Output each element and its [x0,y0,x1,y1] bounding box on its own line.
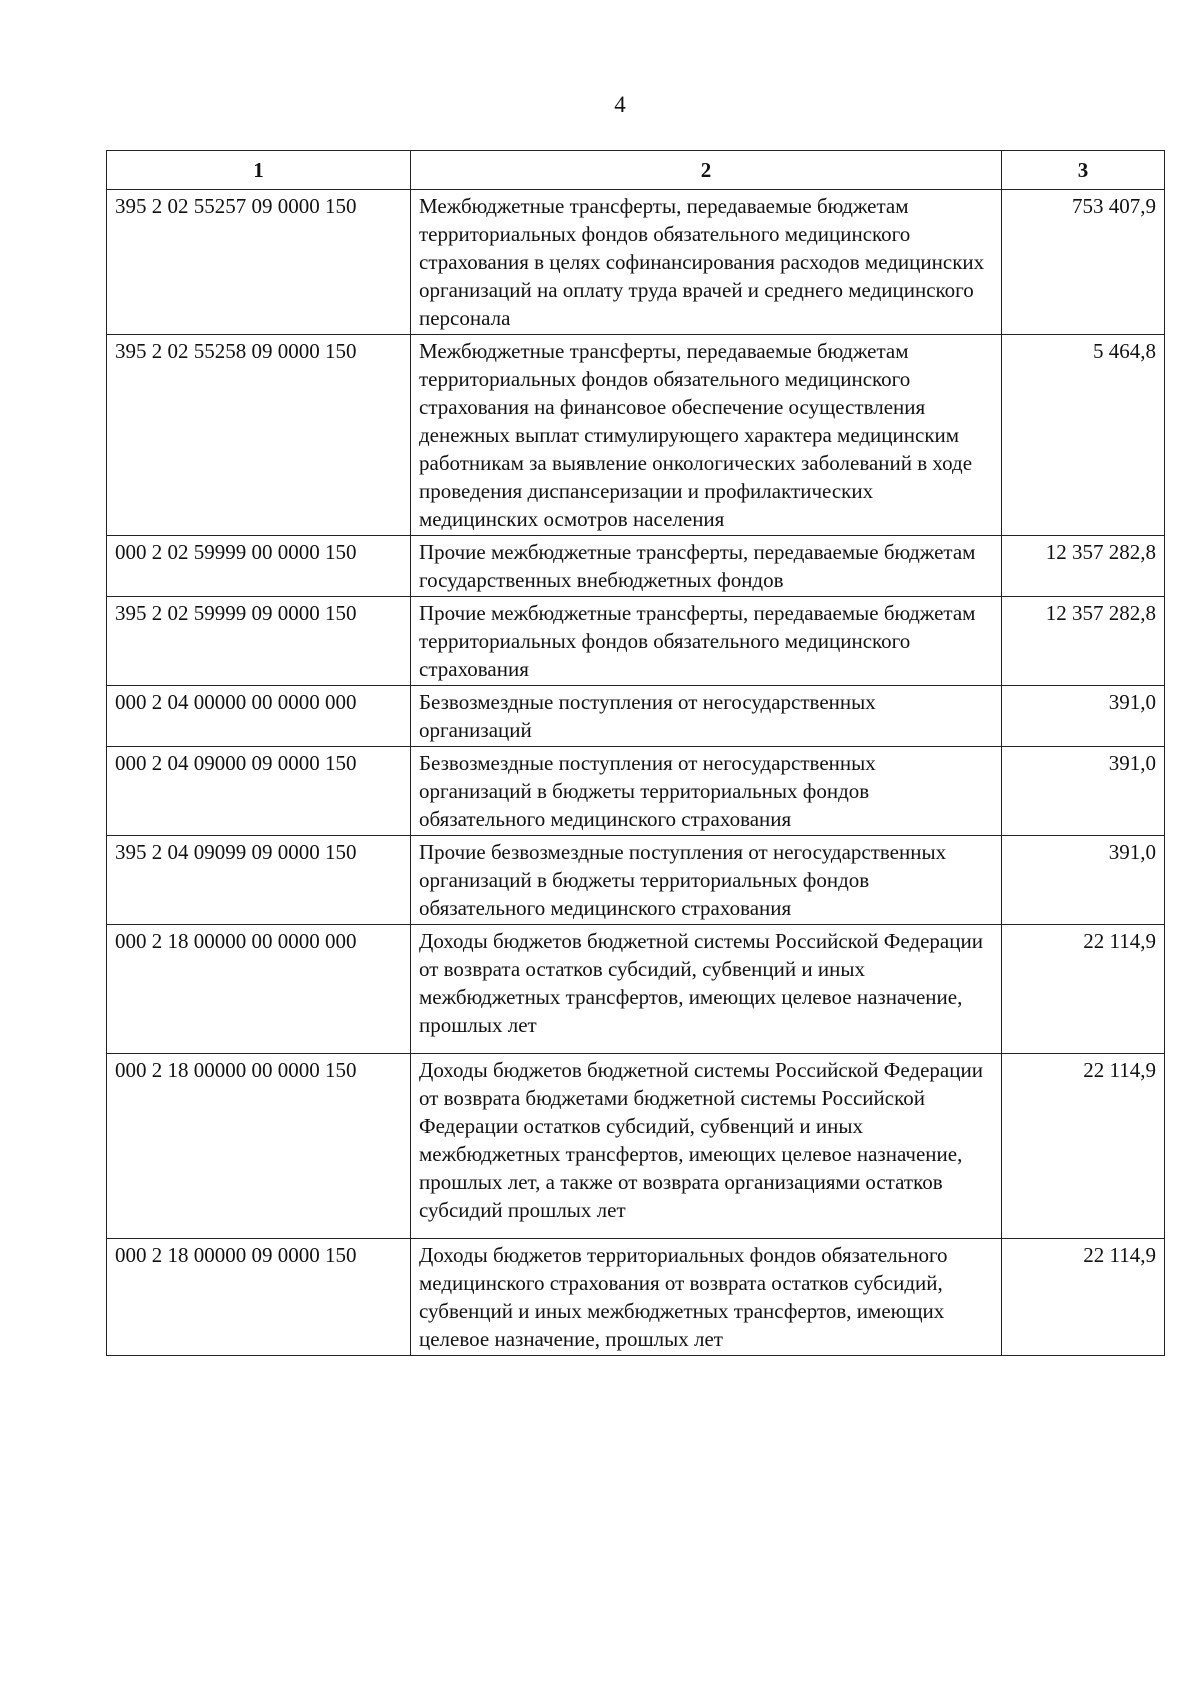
table-row [107,335,1165,536]
row-description: Безвозмездные поступления от негосударственных организаций [411,686,1002,747]
row-amount: 12 357 282,8 [1002,597,1165,686]
table-row [107,686,1165,747]
row-code: 000 2 02 59999 00 0000 150 [107,536,411,597]
row-code: 395 2 02 55258 09 0000 150 [107,335,411,536]
column-header-amount: 3 [1002,151,1165,190]
table-row [107,1239,1165,1356]
row-description: Прочие безвозмездные поступления от негосударственных организаций в бюджеты территориальных фондов обязательного медицинского страхования [411,836,1002,925]
row-description: Безвозмездные поступления от негосударственных организаций в бюджеты территориальных фондов обязательного медицинского страхования [411,747,1002,836]
table-row [107,536,1165,597]
table-header-row [107,151,1165,190]
row-amount: 22 114,9 [1002,1054,1165,1239]
row-description: Прочие межбюджетные трансферты, передаваемые бюджетам территориальных фондов обязательного медицинского страхования [411,597,1002,686]
row-code: 395 2 02 55257 09 0000 150 [107,190,411,335]
row-code: 000 2 04 00000 00 0000 000 [107,686,411,747]
row-code: 000 2 04 09000 09 0000 150 [107,747,411,836]
row-amount: 391,0 [1002,686,1165,747]
table-row [107,836,1165,925]
row-description: Прочие межбюджетные трансферты, передаваемые бюджетам государственных внебюджетных фондов [411,536,1002,597]
revenue-table [106,150,1165,1356]
table-row [107,597,1165,686]
row-amount: 5 464,8 [1002,335,1165,536]
row-amount: 753 407,9 [1002,190,1165,335]
row-code: 395 2 02 59999 09 0000 150 [107,597,411,686]
row-description: Межбюджетные трансферты, передаваемые бюджетам территориальных фондов обязательного медицинского страхования в целях софинансирования расходов медицинских организаций на оплату труда врачей и среднего медицинского персонала [411,190,1002,335]
row-amount: 12 357 282,8 [1002,536,1165,597]
row-amount: 22 114,9 [1002,925,1165,1054]
page-number: 4 [614,92,626,117]
table-row [107,747,1165,836]
row-code: 395 2 04 09099 09 0000 150 [107,836,411,925]
row-amount: 391,0 [1002,836,1165,925]
row-description: Доходы бюджетов территориальных фондов обязательного медицинского страхования от возврата остатков субсидий, субвенций и иных межбюджетных трансфертов, имеющих целевое назначение, прошлых лет [411,1239,1002,1356]
row-code: 000 2 18 00000 09 0000 150 [107,1239,411,1356]
table-row [107,190,1165,335]
table-row [107,925,1165,1054]
row-code: 000 2 18 00000 00 0000 150 [107,1054,411,1239]
row-description: Межбюджетные трансферты, передаваемые бюджетам территориальных фондов обязательного медицинского страхования на финансовое обеспечение осуществления денежных выплат стимулирующего характера медицинским работникам за выявление онкологических заболеваний в ходе проведения диспансеризации и профилактических медицинских осмотров населения [411,335,1002,536]
table-row [107,1054,1165,1239]
row-amount: 391,0 [1002,747,1165,836]
row-description: Доходы бюджетов бюджетной системы Российской Федерации от возврата бюджетами бюджетной системы Российской Федерации остатков субсидий, субвенций и иных межбюджетных трансфертов, имеющих целевое назначение, прошлых лет, а также от возврата организациями остатков субсидий прошлых лет [411,1054,1002,1239]
column-header-code: 1 [107,151,411,190]
row-code: 000 2 18 00000 00 0000 000 [107,925,411,1054]
row-description: Доходы бюджетов бюджетной системы Российской Федерации от возврата остатков субсидий, субвенций и иных межбюджетных трансфертов, имеющих целевое назначение, прошлых лет [411,925,1002,1054]
column-header-description: 2 [411,151,1002,190]
row-amount: 22 114,9 [1002,1239,1165,1356]
